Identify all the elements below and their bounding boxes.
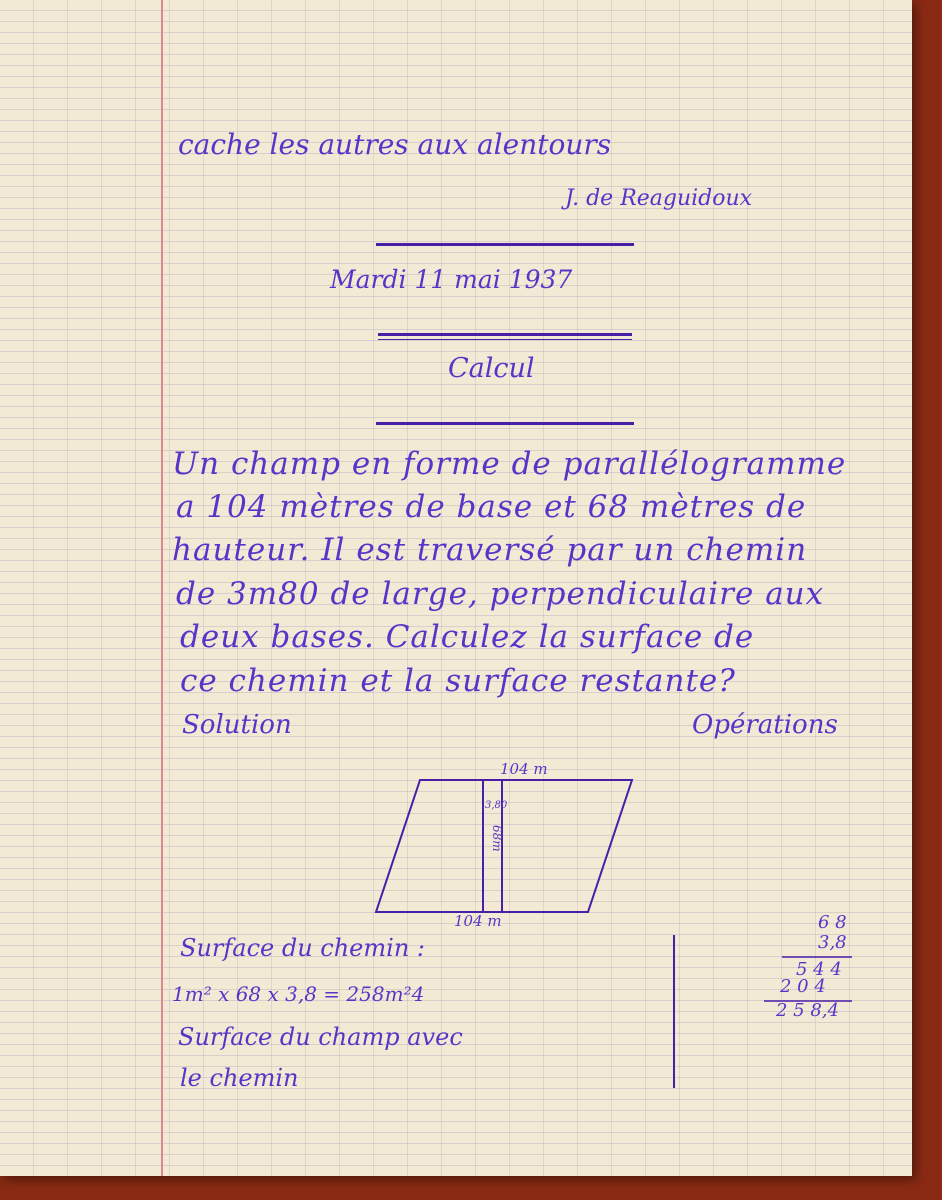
problem-line: deux bases. Calculez la surface de: [180, 619, 755, 655]
solution-line: Surface du champ avec: [178, 1023, 463, 1051]
problem-line: Un champ en forme de parallélogramme: [172, 446, 847, 482]
operation-row: 3,8: [818, 932, 847, 953]
solution-line: le chemin: [180, 1064, 299, 1092]
date-heading: Mardi 11 mai 1937: [330, 265, 573, 294]
operation-row: 2 5 8,4: [776, 1000, 839, 1021]
diagram-height-label: 68m: [490, 825, 504, 852]
operation-row: 6 8: [818, 912, 847, 933]
diagram-bottom-label: 104 m: [454, 912, 502, 930]
problem-line: de 3m80 de large, perpendiculaire aux: [176, 576, 825, 612]
problem-line: ce chemin et la surface restante?: [180, 663, 736, 699]
problem-line: a 104 mètres de base et 68 mètres de: [176, 489, 807, 525]
intro-line: cache les autres aux alentours: [178, 128, 612, 161]
solution-line: 1m² x 68 x 3,8 = 258m²4: [172, 982, 425, 1006]
operations-heading: Opérations: [692, 710, 838, 740]
diagram-top-label: 104 m: [500, 760, 548, 778]
operation-row: 5 4 4: [796, 959, 842, 980]
signature: J. de Reaguidoux: [565, 186, 753, 211]
subject-heading: Calcul: [448, 353, 535, 384]
operation-row: 2 0 4: [780, 976, 826, 997]
diagram-path-label: 3,80: [485, 800, 508, 811]
solution-line: Surface du chemin :: [180, 934, 425, 962]
solution-heading: Solution: [182, 710, 292, 740]
problem-line: hauteur. Il est traversé par un chemin: [172, 532, 808, 568]
